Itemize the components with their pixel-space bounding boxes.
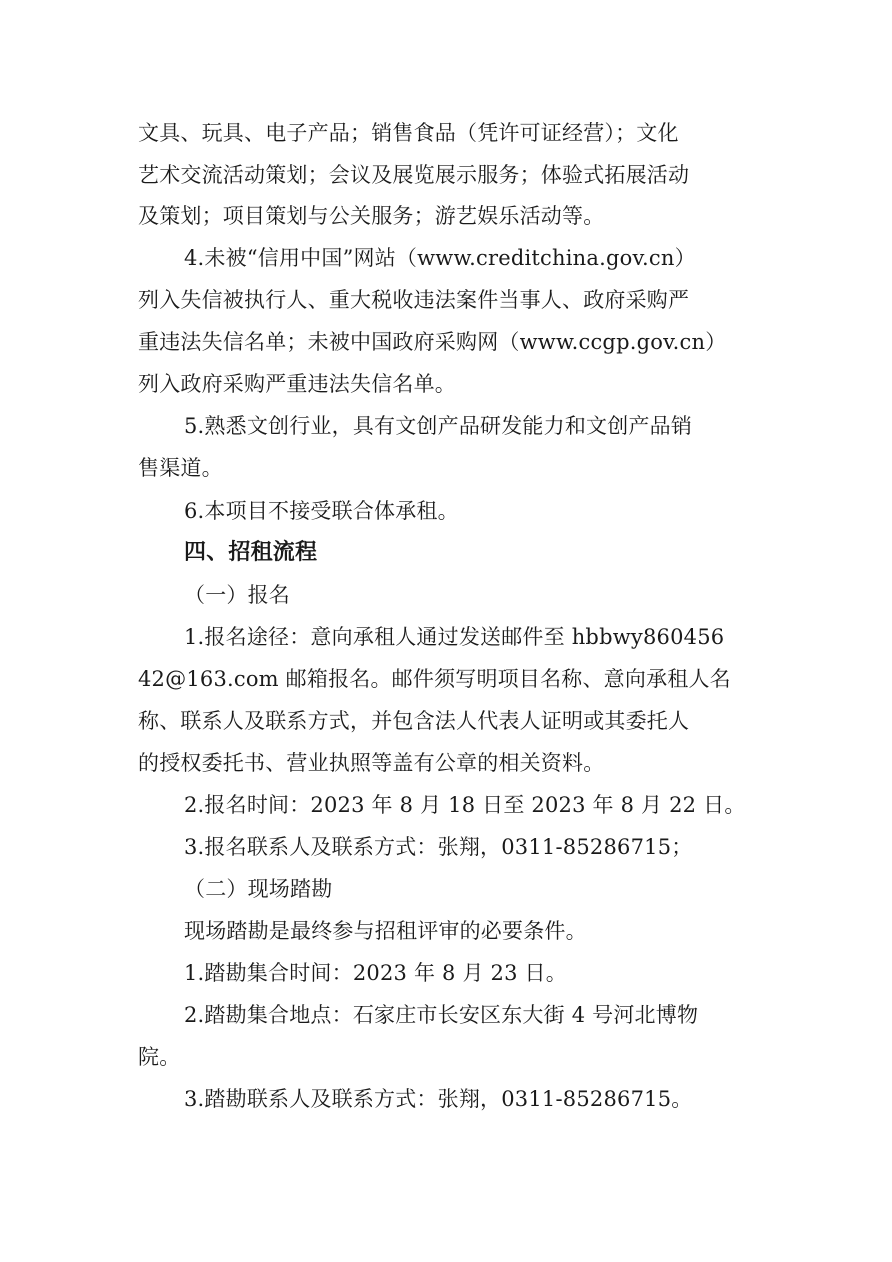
reg-3-line: 3.报名联系人及联系方式：张翔，0311-85286715； bbox=[184, 835, 693, 859]
survey-2-line-1: 2.踏勘集合地点：石家庄市长安区东大街 4 号河北博物 bbox=[184, 1003, 699, 1027]
subheading-registration: （一）报名 bbox=[184, 583, 290, 607]
reg-1-line-1: 1.报名途径：意向承租人通过发送邮件至 hbbwy860456 bbox=[184, 625, 725, 649]
item-4-line-4: 列入政府采购严重违法失信名单。 bbox=[138, 372, 456, 396]
item-4-line-3: 重违法失信名单；未被中国政府采购网（www.ccgp.gov.cn） bbox=[138, 330, 727, 354]
scope-line-3: 及策划；项目策划与公关服务；游艺娱乐活动等。 bbox=[138, 204, 605, 228]
reg-2-line: 2.报名时间：2023 年 8 月 18 日至 2023 年 8 月 22 日。 bbox=[184, 793, 746, 817]
reg-1-line-3: 称、联系人及联系方式，并包含法人代表人证明或其委托人 bbox=[138, 709, 690, 733]
item-4-line-1: 4.未被“信用中国”网站（www.creditchina.gov.cn） bbox=[184, 246, 696, 270]
survey-2-line-2: 院。 bbox=[138, 1045, 181, 1069]
survey-3-line: 3.踏勘联系人及联系方式：张翔，0311-85286715。 bbox=[184, 1087, 693, 1111]
reg-1-line-2: 42@163.com 邮箱报名。邮件须写明项目名称、意向承租人名 bbox=[138, 667, 731, 691]
reg-1-line-4: 的授权委托书、营业执照等盖有公章的相关资料。 bbox=[138, 751, 605, 775]
survey-intro-line: 现场踏勘是最终参与招租评审的必要条件。 bbox=[184, 919, 587, 943]
subheading-site-survey: （二）现场踏勘 bbox=[184, 877, 333, 901]
item-6-line: 6.本项目不接受联合体承租。 bbox=[184, 499, 459, 523]
scope-line-2: 艺术交流活动策划；会议及展览展示服务；体验式拓展活动 bbox=[138, 163, 690, 187]
section-heading-process: 四、招租流程 bbox=[184, 540, 318, 565]
survey-1-line: 1.踏勘集合时间：2023 年 8 月 23 日。 bbox=[184, 961, 567, 985]
item-4-line-2: 列入失信被执行人、重大税收违法案件当事人、政府采购严 bbox=[138, 288, 690, 312]
item-5-line-1: 5.熟悉文创行业，具有文创产品研发能力和文创产品销 bbox=[184, 414, 693, 438]
scope-line-1: 文具、玩具、电子产品；销售食品（凭许可证经营）；文化 bbox=[138, 121, 679, 145]
item-5-line-2: 售渠道。 bbox=[138, 456, 223, 480]
